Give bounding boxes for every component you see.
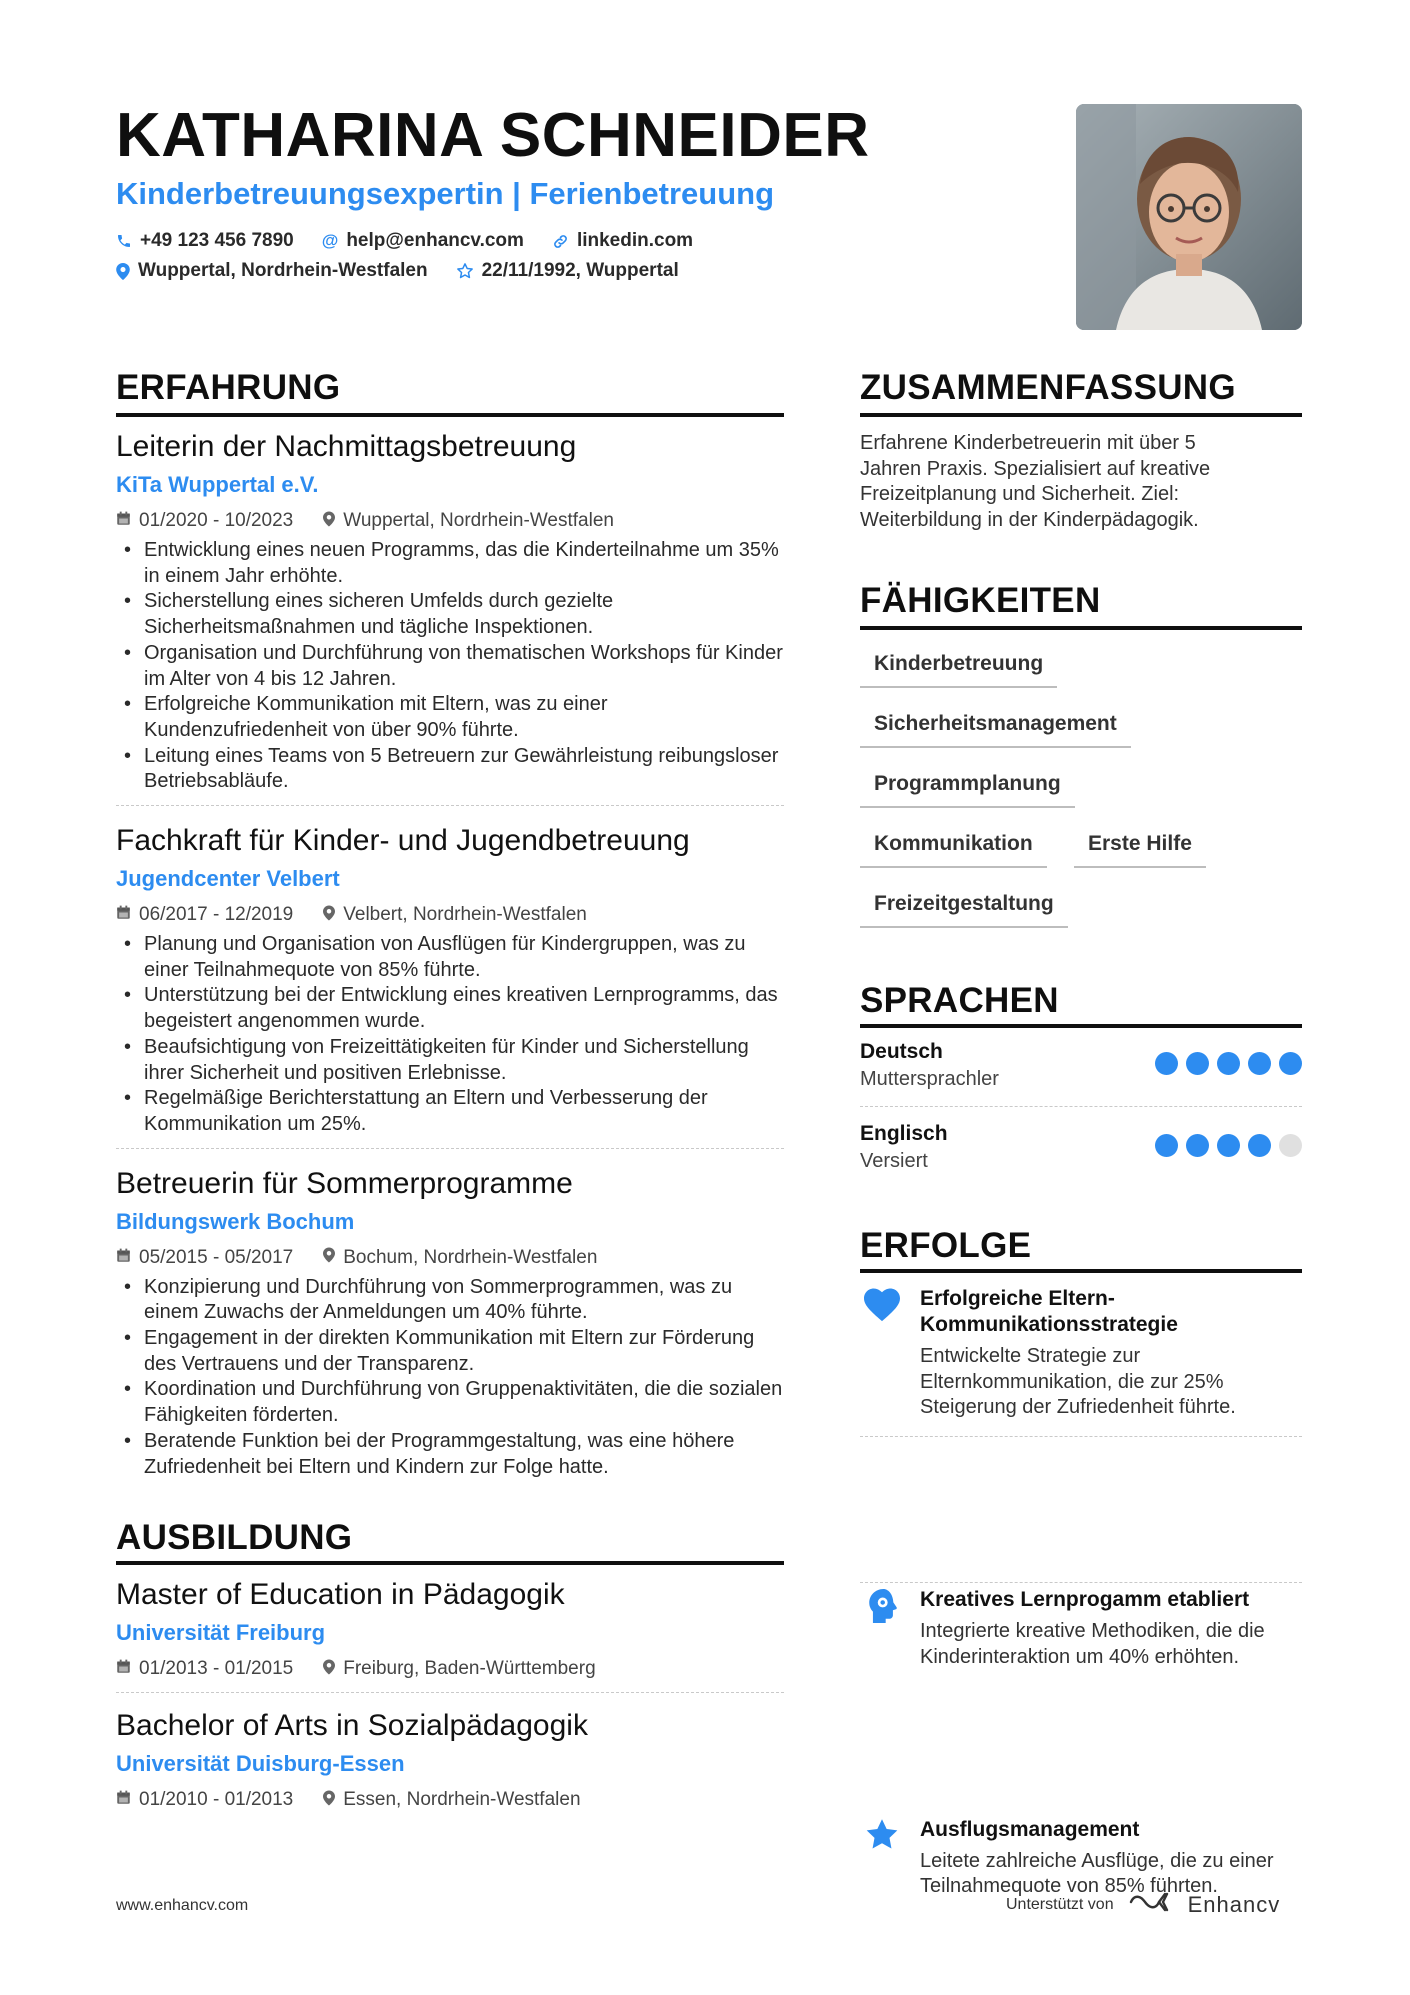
linkedin-link[interactable]: linkedin.com [576,230,694,251]
footer-website[interactable]: www.enhancv.com [116,1897,249,1914]
enhancv-logo-icon [1128,1890,1174,1919]
achievement-desc: Entwickelte Strategie zur Elternkommunikation, die zur 25% Steigerung der Zufriedenheit führte. [920,1345,1236,1419]
achievement-divider [860,1582,1302,1583]
heart-icon [860,1286,904,1326]
star-icon [860,1817,904,1857]
powered-by-text: Unterstützt von [1006,1895,1114,1913]
language-entry [860,1122,1302,1173]
education-meta [116,1789,784,1811]
language-level: Muttersprachler [860,1068,999,1090]
calendar-icon [116,1790,131,1810]
bullet-item: • Engagement in der direkten Kommunikation mit Eltern zur Förderung des Vertrauens und der Transparenz. [116,1326,784,1377]
achievement-title: Erfolgreiche Eltern-Kommunikationsstrategie [920,1287,1178,1336]
head-icon [860,1587,904,1627]
job-title: Fachkraft für Kinder- und Jugendbetreuung [116,824,690,858]
experience-entry [116,430,784,795]
phone-number[interactable]: +49 123 456 7890 [140,230,294,251]
school-name: Universität Freiburg [116,1620,326,1645]
calendar-icon [116,511,131,531]
education-dates: 01/2010 - 01/2013 [139,1789,294,1810]
bullet-item: • Erfolgreiche Kommunikation mit Eltern, was zu einer Kundenzufriedenheit von über 90% führte. [116,692,784,743]
education-location: Freiburg, Baden-Württemberg [343,1658,596,1679]
achievements-rule [860,1269,1302,1273]
rating-dot-filled [1279,1052,1302,1075]
calendar-icon [116,1248,131,1268]
footer-brand [1006,1890,1280,1919]
language-entry [860,1040,1302,1091]
language-level: Versiert [860,1150,928,1172]
experience-heading: ERFAHRUNG [116,368,341,407]
job-location: Wuppertal, Nordrhein-Westfalen [343,510,614,531]
education-location: Essen, Nordrhein-Westfalen [343,1789,581,1810]
location-pin-icon [323,1790,335,1811]
bullet-item: • Konzipierung und Durchführung von Sommerprogrammen, was zu einem Zuwachs der Anmeldungen um 40% führte. [116,1275,784,1326]
job-bullets [116,1275,784,1481]
language-name: Englisch [860,1122,948,1145]
star-outline-icon [456,262,474,280]
calendar-icon [116,905,131,925]
birth-text: 22/11/1992, Wuppertal [481,260,679,281]
school-name: Universität Duisburg-Essen [116,1751,405,1776]
education-entry [116,1578,784,1680]
rating-dot-filled [1248,1052,1271,1075]
achievements-heading: ERFOLGE [860,1226,1032,1265]
job-dates: 05/2015 - 05/2017 [139,1246,294,1268]
rating-dot-filled [1217,1134,1240,1157]
candidate-name: KATHARINA SCHNEIDER [116,101,870,170]
bullet-item: • Koordination und Durchführung von Gruppenaktivitäten, die die sozialen Fähigkeiten förderten. [116,1377,784,1428]
education-heading: AUSBILDUNG [116,1518,353,1557]
contact-row-2 [116,260,679,282]
job-meta [116,904,784,926]
location-text: Wuppertal, Nordrhein-Westfalen [138,260,428,281]
education-list [116,1578,784,1811]
brand-name: Enhancv [1187,1891,1281,1917]
bullet-item: • Sicherstellung eines sicheren Umfelds durch gezielte Sicherheitsmaßnahmen und tägliche Inspektionen. [116,589,784,640]
company-name: Jugendcenter Velbert [116,866,340,892]
skills-heading: FÄHIGKEITEN [860,581,1101,620]
summary-rule [860,413,1302,417]
achievement-entry [860,1286,1302,1421]
achievement-title: Kreatives Lernprogamm etabliert [920,1588,1250,1612]
bullet-item: • Unterstützung bei der Entwicklung eines kreativen Lernprogramms, das begeistert angenommen wurde. [116,983,784,1034]
bullet-item: • Beaufsichtigung von Freizeittätigkeiten für Kinder und Sicherstellung ihrer Sicherheit und positiven Erlebnisse. [116,1035,784,1086]
phone-contact [116,230,294,252]
achievement-desc: Integrierte kreative Methodiken, die die Kinderinteraktion um 40% erhöhten. [920,1620,1265,1668]
experience-entry [116,824,784,1138]
profile-photo [1076,104,1302,330]
rating-dot-filled [1155,1134,1178,1157]
calendar-icon [116,1659,131,1679]
rating-dot-empty [1279,1134,1302,1157]
entry-divider [116,1692,784,1693]
location-pin-icon [323,1247,335,1268]
bullet-item: • Organisation und Durchführung von thematischen Workshops für Kinder im Alter von 4 bis 12 Jahren. [116,641,784,692]
achievement-entry [860,1587,1302,1670]
job-dates: 06/2017 - 12/2019 [139,904,294,926]
location-pin-icon [323,511,335,532]
experience-list [116,430,784,1480]
skills-rule [860,626,1302,630]
education-rule [116,1561,784,1565]
education-entry [116,1709,784,1811]
rating-dot-filled [1186,1134,1209,1157]
degree-title: Master of Education in Pädagogik [116,1578,565,1611]
achievement-desc: Leitete zahlreiche Ausflüge, die zu einer Teilnahmequote von 85% führten. [920,1849,1274,1898]
linkedin-contact [552,230,693,252]
rating-dot-filled [1217,1052,1240,1075]
location-pin-icon [116,263,130,280]
entry-divider [116,805,784,806]
achievement-entry [860,1817,1302,1900]
job-bullets [116,932,784,1138]
languages-rule [860,1024,1302,1028]
candidate-title: Kinderbetreuungsexpertin | Ferienbetreuung [116,176,775,211]
phone-icon [116,233,132,249]
rating-dot-filled [1248,1134,1271,1157]
skill-tag: Erste Hilfe [1074,832,1206,868]
location-pin-icon [323,1659,335,1680]
company-name: Bildungswerk Bochum [116,1208,355,1234]
bullet-item: • Beratende Funktion bei der Programmgestaltung, was eine höhere Zufriedenheit bei Eltern und Kindern zur Folge hatte. [116,1429,784,1480]
achievement-divider [860,1436,1302,1437]
job-location: Bochum, Nordrhein-Westfalen [343,1246,598,1268]
achievement-title: Ausflugsmanagement [920,1817,1140,1841]
education-dates: 01/2013 - 01/2015 [139,1658,294,1679]
education-meta [116,1658,784,1680]
rating-dot-filled [1186,1052,1209,1075]
bullet-item: • Regelmäßige Berichterstattung an Eltern und Verbesserung der Kommunikation um 25%. [116,1086,784,1137]
link-icon [552,233,569,250]
skill-tag: Programmplanung [860,772,1075,808]
job-meta [116,1247,784,1269]
rating-dot-filled [1155,1052,1178,1075]
bullet-item: • Entwicklung eines neuen Programms, das die Kinderteilnahme um 35% in einem Jahr erhöhte. [116,538,784,589]
entry-divider [116,1148,784,1149]
job-bullets [116,538,784,795]
skill-tag: Kommunikation [860,832,1047,868]
language-divider [860,1106,1302,1107]
contact-row-1 [116,230,693,252]
job-title: Leiterin der Nachmittagsbetreuung [116,430,577,463]
degree-title: Bachelor of Arts in Sozialpädagogik [116,1709,588,1742]
birth-contact [456,260,679,282]
skill-tag: Freizeitgestaltung [860,892,1068,928]
company-name: KiTa Wuppertal e.V. [116,472,319,497]
location-pin-icon [323,905,335,926]
skill-tag: Sicherheitsmanagement [860,712,1131,748]
summary-heading: ZUSAMMENFASSUNG [860,368,1236,407]
language-name: Deutsch [860,1040,943,1063]
language-rating [1155,1134,1302,1157]
language-rating [1155,1052,1302,1075]
skill-tag: Kinderbetreuung [860,652,1057,688]
email-contact [322,230,524,252]
job-location: Velbert, Nordrhein-Westfalen [343,904,587,926]
job-title: Betreuerin für Sommerprogramme [116,1166,573,1200]
email-address[interactable]: help@enhancv.com [346,230,524,251]
location-contact [116,260,428,282]
experience-entry [116,1167,784,1481]
bullet-item: • Leitung eines Teams von 5 Betreuern zur Gewährleistung reibungsloser Betriebsabläufe. [116,744,784,795]
at-icon: @ [321,231,339,250]
languages-heading: SPRACHEN [860,981,1059,1020]
bullet-item: • Planung und Organisation von Ausflügen für Kindergruppen, was zu einer Teilnahmequote von 85% führte. [116,932,784,983]
job-meta [116,510,784,532]
summary-text: Erfahrene Kinderbetreuerin mit über 5 Jahren Praxis. Spezialisiert auf kreative Freizeitplanung und Sicherheit. Ziel: Weiterbildung in der Kinderpädagogik. [860,432,1211,532]
experience-rule [116,413,784,417]
job-dates: 01/2020 - 10/2023 [139,510,294,531]
